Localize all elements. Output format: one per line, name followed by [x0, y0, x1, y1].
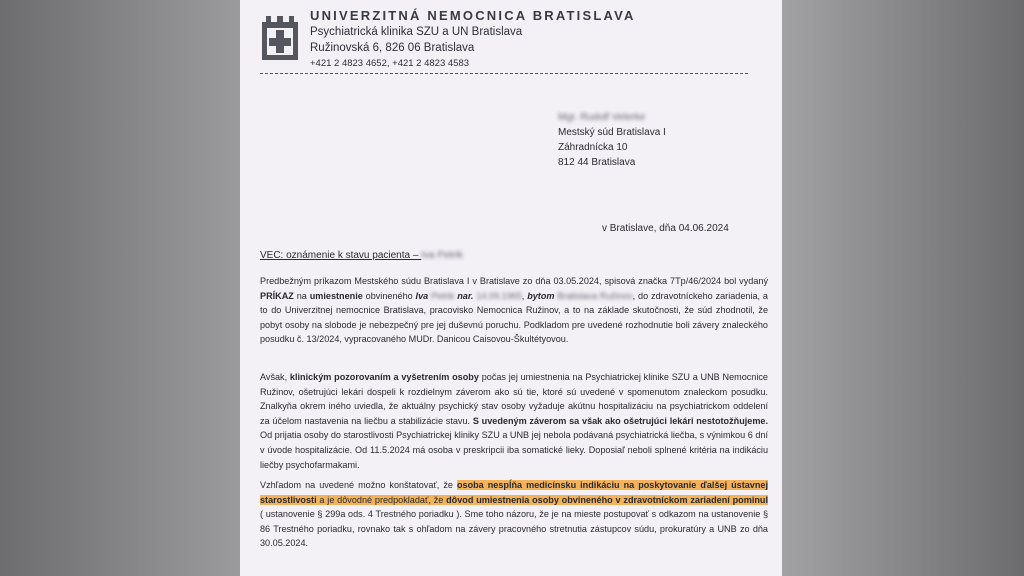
- subject-line: [260, 250, 463, 261]
- p3-text: ( ustanovenie § 299a ods. 4 Trestného poriadku ). Sme toho názoru, že je na mieste postupovať s odkazom na ustanovenie § 86 Trestného poriadku, rovnako tak s ohľadom na závery pracovného stretnutia zástupcov súdu, prokuratúry a UNB zo dňa 30.05.2024.: [260, 509, 768, 549]
- p1-bold-prikaz: PRÍKAZ: [260, 290, 294, 301]
- date-line: v Bratislave, dňa 04.06.2024: [602, 223, 729, 234]
- recipient-street: Záhradnícka 10: [558, 142, 628, 153]
- paragraph-observation: [260, 370, 768, 472]
- letter-page: [240, 0, 782, 576]
- p2-text: počas jej umiestnenia na Psychiatrickej klinike SZU a UNB Nemocnice Ružinov, ošetrujúci lekári dospeli k rozdielnym záverom ako sú tie, ktoré sú uvedené v spomenutom znaleckom posudku. Znalkyňa okrem iného uviedla, že aktuálny psychický stav osoby vyžaduje akútnu hospitalizáciu na psychiatrickom oddelení za účelom nastavenia na liečbu a stabilizácie stavu.: [260, 372, 768, 426]
- hospital-cross-icon: [260, 12, 300, 62]
- recipient-city: 812 44 Bratislava: [558, 157, 636, 168]
- p1-address-label: bytom: [527, 290, 555, 301]
- clinic-name: Psychiatrická klinika SZU a UN Bratislava: [310, 26, 523, 38]
- redacted-recipient-name: Mgr. Rudolf Velerke: [558, 112, 646, 123]
- p1-text: na: [293, 290, 310, 301]
- p1-patient-first-name: Iva: [415, 290, 429, 301]
- background-left: [0, 0, 240, 576]
- p2-bold-disagree: S uvedeným záverom sa však ako ošetrujúci lekári nestotožňujeme.: [472, 415, 768, 426]
- paragraph-order: Predbežným príkazom Mestského súdu Bratislava I v Bratislave zo dňa 03.05.2024, spisová značka 7Tp/46/2024 bol vydaný PRÍKAZ na umiestnenie obvineného Iva Petrik nar. 14.09.1965, bytom Bratislava Ružinov, do zdravotníckeho zariadenia, a to do Univerzitnej nemocnice Bratislava, pracovisko Nemocnica Ružinov, a to na základe skutočnosti, že súd zhodnotil, že pobyt osoby na slobode je nebezpečný pre jej duševnú poruchu. Podkladom pre uvedené rozhodnutie boli závery znaleckého posudku č. 13/2024, vypracovaného MUDr. Danicou Caisovou-Škultétyovou.: [260, 276, 768, 345]
- p1-text: Predbežným príkazom Mestského súdu Bratislava I v Bratislave zo dňa 03.05.2024, spisová značka 7Tp/46/2024 bol vydaný: [260, 276, 768, 286]
- p1-bold-umiestnenie: umiestnenie: [309, 290, 363, 301]
- redacted-address: Bratislava Ružinov: [557, 290, 633, 301]
- p2-bold: klinickým pozorovaním a vyšetrením osoby: [289, 372, 479, 382]
- subject-prefix: VEC: oznámenie k stavu pacienta –: [260, 250, 422, 261]
- redacted-birthdate: 14.09.1965: [476, 290, 522, 301]
- p2-text: Avšak,: [260, 372, 290, 382]
- p3-highlight-indication: osoba nespĺňa medicínsku indikáciu na poskytovanie ďalšej ústavnej starostlivosti: [260, 480, 768, 505]
- recipient-court: Mestský súd Bratislava I: [558, 127, 666, 138]
- redacted-patient-name: Iva Petrik: [421, 250, 463, 261]
- background-right: [782, 0, 1024, 576]
- institution-address: Ružinovská 6, 826 06 Bratislava: [310, 42, 475, 54]
- institution-name: UNIVERZITNÁ NEMOCNICA BRATISLAVA: [310, 8, 636, 23]
- p3-highlight-reason: dôvod umiestnenia osoby obvineného v zdravotníckom zariadení pominul: [446, 494, 768, 505]
- p1-born-label: nar.: [457, 290, 474, 301]
- p3-text: Vzhľadom na uvedené možno konštatovať, že: [260, 480, 457, 490]
- redacted-surname: Petrik: [431, 290, 455, 301]
- p3-highlight-text: a je dôvodné predpokladať, že: [316, 494, 447, 505]
- p1-text: obvineného: [362, 290, 416, 301]
- header-divider: [260, 73, 748, 74]
- p2-text: Od prijatia osoby do starostlivosti Psychiatrickej kliniky SZU a UNB jej nebola podávaná psychiatrická liečba, s výnimkou 6 dní v úvode hospitalizácie. Od 11.5.2024 má osoba v preskripcii iba somatické lieky. Doposiaľ neboli splnené kritéria na indikáciu liečby psychofarmakami.: [260, 430, 768, 470]
- paragraph-conclusion: [260, 478, 768, 551]
- recipient-name: [558, 112, 645, 123]
- p1-text: , do zdravotníckeho zariadenia, a to do Univerzitnej nemocnice Bratislava, pracovisko Nemocnica Ružinov, a to na základe skutočnosti, že súd zhodnotil, že pobyt osoby na slobode je nebezpečný pre jej duševnú poruchu. Podkladom pre uvedené rozhodnutie boli závery znaleckého posudku č. 13/2024, vypracovaného MUDr. Danicou Caisovou-Škultétyovou.: [260, 290, 768, 345]
- institution-phones: +421 2 4823 4652, +421 2 4823 4583: [310, 58, 470, 69]
